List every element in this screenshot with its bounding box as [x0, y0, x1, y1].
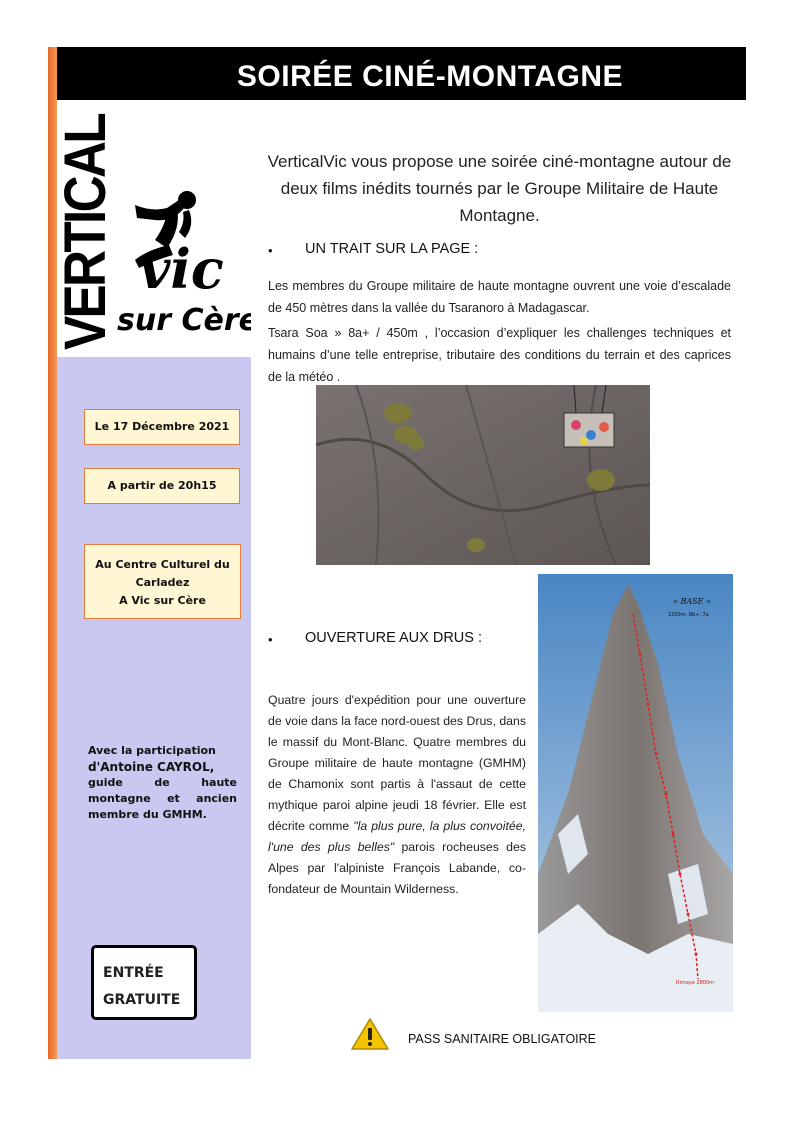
paragraph-madagascar: Les membres du Groupe militaire de haute montagne ouvrent une voie d’escalade de 450 mètres dans la vallée du Tsaranoro à Madagascar.	[268, 279, 731, 315]
place-line-2: Carladez	[135, 576, 190, 589]
intro-text: VerticalVic vous propose une soirée ciné-montagne autour de deux films inédits tournés par le Groupe Militaire de Haute Montagne.	[267, 152, 732, 225]
pass-sanitaire-notice: PASS SANITAIRE OBLIGATOIRE	[408, 1032, 597, 1046]
place-box	[84, 544, 241, 619]
entry-line-1: ENTRÉE	[103, 965, 164, 981]
topo-base-label: Rimaye 2800m	[676, 980, 715, 986]
participation-name: d'Antoine CAYROL,	[88, 760, 215, 774]
bullet-2: •	[268, 632, 273, 647]
participation-text	[88, 743, 237, 823]
logo-word-vic: vic	[139, 237, 224, 301]
section-heading-trait: UN TRAIT SUR LA PAGE :	[305, 241, 479, 257]
verticalvic-logo	[57, 100, 251, 357]
paragraph-drus-a: Quatre jours d'expédition pour une ouverture de voie dans la face nord-ouest des Drus, dans le massif du Mont-Blanc. Quatre membres du Groupe militaire de haute montagne (GMHM) de Chamonix sont partis à l'assaut de cette mythique paroi alpine jeudi 18 février. Elle est décrite comme	[268, 693, 526, 833]
logo-graphic	[57, 100, 251, 357]
paragraph-tsara-soa: Tsara Soa » 8a+ / 450m , l’occasion d’expliquer les challenges techniques et humains d’une telle entreprise, tributaire des conditions du terrain et des caprices de la météo .	[268, 326, 731, 384]
paragraph-drus-quote: "la plus pure, la plus convoitée, l'une des plus belles"	[268, 819, 526, 854]
bullet-1: •	[268, 243, 273, 258]
date-box: Le 17 Décembre 2021	[84, 409, 240, 445]
topo-title: « BASE »	[673, 597, 711, 606]
place-line-1: Au Centre Culturel du	[95, 558, 230, 571]
drus-topo-photo	[538, 574, 733, 1012]
logo-word-sur-cere: sur Cère	[117, 303, 251, 338]
participation-rest: guide de haute montagne et ancien membre du GMHM.	[88, 776, 237, 821]
paragraph-drus	[268, 690, 526, 900]
place-line-3: A Vic sur Cère	[119, 594, 206, 607]
time-box: A partir de 20h15	[84, 468, 240, 504]
entry-line-2: GRATUITE	[103, 992, 181, 1008]
free-entry-badge	[91, 945, 197, 1020]
paragraph-drus-b: parois rocheuses des Alpes par l'alpiniste François Labande, co-fondateur de Mountain Wilderness.	[268, 840, 526, 896]
topo-subtitle: 1200m, 8b+, 7a	[668, 612, 709, 618]
page-title: SOIRÉE CINÉ-MONTAGNE	[236, 60, 624, 93]
orange-stripe	[48, 47, 57, 1059]
participation-intro: Avec la participation	[88, 744, 216, 757]
warning-icon	[350, 1017, 390, 1051]
section-heading-drus: OUVERTURE AUX DRUS :	[305, 630, 482, 646]
climbing-photo-madagascar	[316, 385, 650, 565]
logo-word-vertical: VERTICAL	[57, 100, 118, 350]
